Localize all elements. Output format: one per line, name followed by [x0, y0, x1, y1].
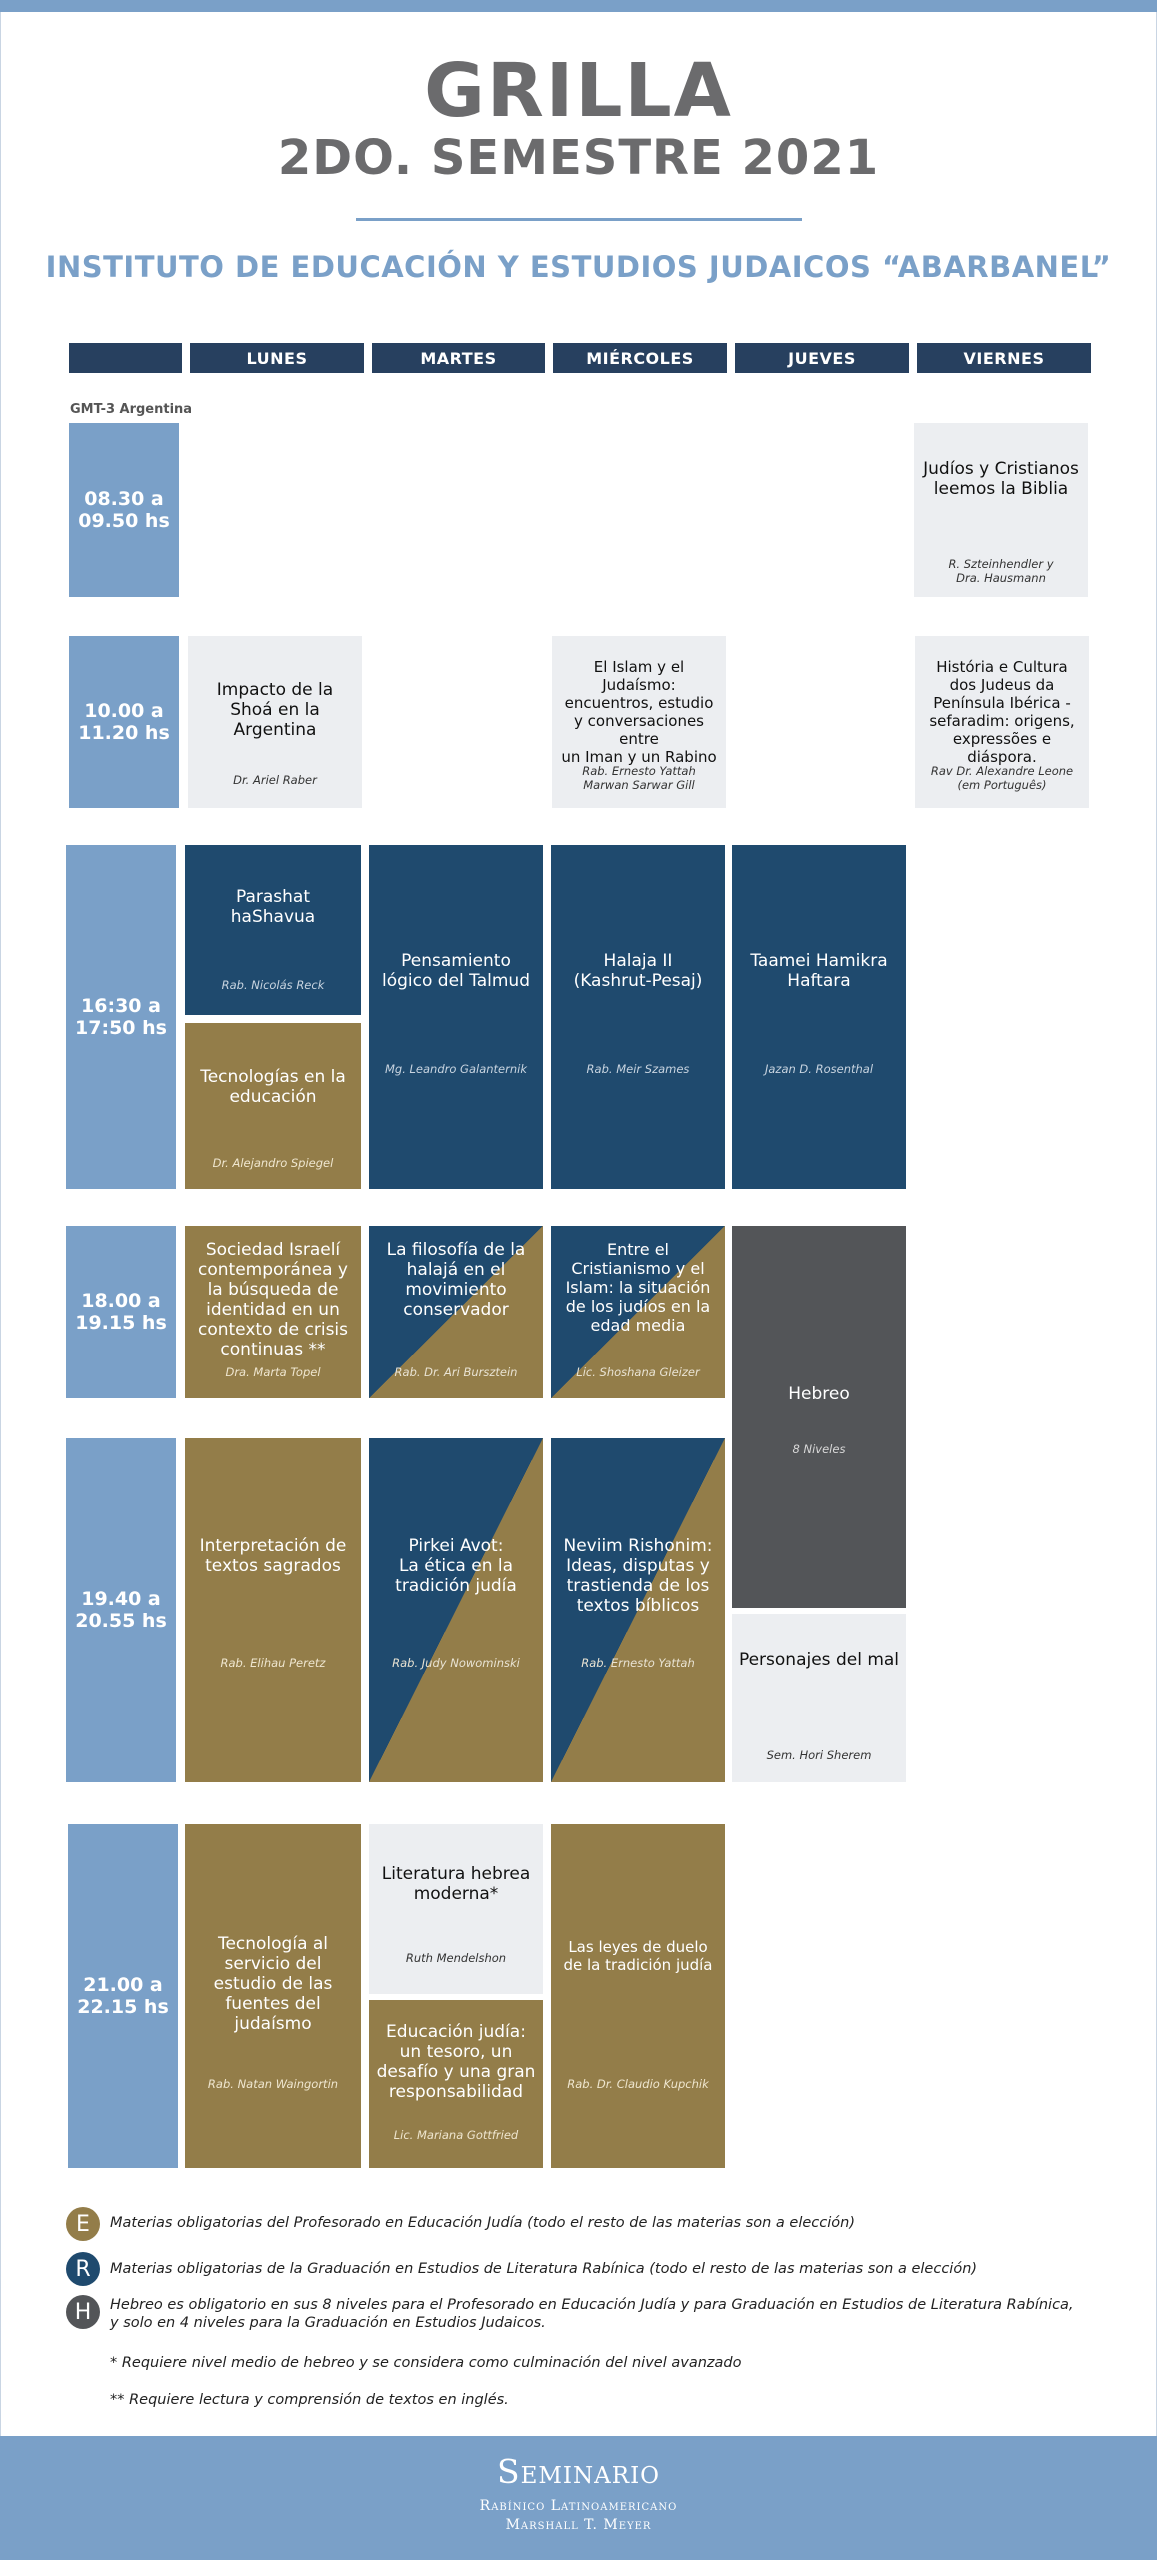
- course-cell: [552, 636, 726, 808]
- course-cell: [185, 1438, 361, 1782]
- course-title: Interpretación de textos sagrados: [199, 1536, 347, 1576]
- footnote: ** Requiere lectura y comprensión de textos en inglés.: [110, 2392, 509, 2408]
- course-title: Educación judía: un tesoro, un desafío y una gran responsabilidad: [376, 2022, 536, 2102]
- course-professor: Ruth Mendelshon: [405, 1951, 507, 1965]
- course-title: Hebreo: [788, 1384, 850, 1404]
- course-cell: [915, 636, 1089, 808]
- course-professor: R. Szteinhendler y Dra. Hausmann: [948, 557, 1054, 585]
- course-cell: [369, 845, 543, 1189]
- timezone-label: GMT-3 Argentina: [70, 402, 193, 417]
- time-slot: 10.00 a 11.20 hs: [69, 636, 179, 808]
- course-professor: Rab. Ernesto Yattah: [581, 1656, 695, 1670]
- time-slot: 21.00 a 22.15 hs: [68, 1824, 178, 2168]
- course-title: História e Cultura dos Judeus da Península Ibérica - sefaradim: origens, expressões e diáspora.: [929, 658, 1075, 766]
- footnote: * Requiere nivel medio de hebreo y se considera como culminación del nivel avanzado: [110, 2355, 742, 2371]
- legend-badge-r: R: [66, 2252, 100, 2286]
- legend-text: Hebreo es obligatorio en sus 8 niveles para el Profesorado en Educación Judía y para Graduación en Estudios de Literatura Rabínica, y solo en 4 niveles para la Graduación en Estudios Judaicos.: [110, 2297, 1074, 2331]
- course-title: Las leyes de duelo de la tradición judía: [563, 1938, 713, 1974]
- legend-badge-h: H: [66, 2295, 100, 2329]
- course-title: Pensamiento lógico del Talmud: [381, 951, 530, 991]
- course-title: Entre el Cristianismo y el Islam: la situación de los judíos en la edad media: [565, 1240, 711, 1335]
- course-professor: Rab. Dr. Claudio Kupchik: [567, 2077, 709, 2091]
- course-title: Impacto de la Shoá en la Argentina: [216, 680, 334, 740]
- course-title: El Islam y el Judaísmo: encuentros, estudio y conversaciones entre un Iman y un Rabino: [561, 658, 717, 766]
- time-slot: 16:30 a 17:50 hs: [66, 845, 176, 1189]
- course-cell: [551, 1226, 725, 1398]
- course-cell: [369, 1824, 543, 1994]
- course-professor: 8 Niveles: [792, 1442, 846, 1456]
- course-professor: Jazan D. Rosenthal: [764, 1062, 874, 1076]
- course-cell: [188, 636, 362, 808]
- day-header-martes: MARTES: [372, 343, 545, 373]
- course-cell: [551, 845, 725, 1189]
- course-cell: [914, 423, 1088, 597]
- course-title: Tecnología al servicio del estudio de las fuentes del judaísmo: [213, 1934, 333, 2034]
- course-professor: Dr. Ariel Raber: [233, 773, 317, 787]
- course-title: La filosofía de la halajá en el movimiento conservador: [386, 1240, 526, 1320]
- day-header-lunes: LUNES: [190, 343, 364, 373]
- course-professor: Mg. Leandro Galanternik: [384, 1062, 527, 1076]
- course-title: Pirkei Avot: La ética en la tradición judía: [395, 1536, 517, 1596]
- course-title: Literatura hebrea moderna*: [381, 1864, 531, 1904]
- title-divider: [356, 218, 802, 221]
- course-professor: Rab. Dr. Ari Bursztein: [394, 1365, 518, 1379]
- course-title: Tecnologías en la educación: [200, 1067, 346, 1107]
- course-cell: [732, 845, 906, 1189]
- day-header-miercoles: MIÉRCOLES: [553, 343, 727, 373]
- course-professor: Dr. Alejandro Spiegel: [212, 1156, 334, 1170]
- course-professor: Rab. Judy Nowominski: [392, 1656, 520, 1670]
- page-title: GRILLA: [424, 48, 733, 134]
- course-cell: [551, 1438, 725, 1782]
- course-title: Neviim Rishonim: Ideas, disputas y trastienda de los textos bíblicos: [563, 1536, 713, 1616]
- course-cell: [185, 1023, 361, 1189]
- course-cell: [732, 1614, 906, 1782]
- legend-text: Materias obligatorias del Profesorado en Educación Judía (todo el resto de las materias son a elección): [110, 2215, 855, 2231]
- course-professor: Rab. Natan Waingortin: [207, 2077, 339, 2091]
- day-header-viernes: VIERNES: [917, 343, 1091, 373]
- day-header-jueves: JUEVES: [735, 343, 909, 373]
- course-title: Parashat haShavua: [230, 887, 316, 927]
- course-professor: Rab. Nicolás Reck: [221, 978, 325, 992]
- time-slot: 08.30 a 09.50 hs: [69, 423, 179, 597]
- legend-text: Materias obligatorias de la Graduación en Estudios de Literatura Rabínica (todo el resto de las materias son a elección): [110, 2261, 978, 2277]
- course-professor: Lic. Shoshana Gleizer: [576, 1365, 700, 1379]
- course-cell: [551, 1824, 725, 2168]
- course-professor: Sem. Hori Sherem: [766, 1748, 872, 1762]
- course-cell: [185, 845, 361, 1015]
- course-title: Judíos y Cristianos leemos la Biblia: [923, 459, 1079, 499]
- course-cell: [185, 1226, 361, 1398]
- page-subtitle: 2DO. SEMESTRE 2021: [277, 130, 880, 186]
- course-title: Sociedad Israelí contemporánea y la búsqueda de identidad en un contexto de crisis continuas **: [197, 1240, 349, 1360]
- top-accent-strip: [0, 0, 1157, 12]
- course-cell: [185, 1824, 361, 2168]
- course-professor: Rab. Ernesto Yattah Marwan Sarwar Gill: [582, 764, 696, 792]
- course-cell: [369, 2000, 543, 2168]
- time-slot: 19.40 a 20.55 hs: [66, 1438, 176, 1782]
- course-cell: [369, 1438, 543, 1782]
- footer-logo-line3: Marshall T. Meyer: [505, 2517, 652, 2533]
- course-title: Taamei Hamikra Haftara: [750, 951, 888, 991]
- course-professor: Dra. Marta Topel: [225, 1365, 321, 1379]
- course-professor: Rab. Meir Szames: [586, 1062, 690, 1076]
- course-professor: Rab. Elihau Peretz: [220, 1656, 326, 1670]
- course-title: Halaja II (Kashrut-Pesaj): [573, 951, 703, 991]
- time-slot: 18.00 a 19.15 hs: [66, 1226, 176, 1398]
- institute-name: INSTITUTO DE EDUCACIÓN Y ESTUDIOS JUDAICOS “ABARBANEL”: [45, 250, 1112, 284]
- course-professor: Lic. Mariana Gottfried: [393, 2128, 519, 2142]
- course-title: Personajes del mal: [738, 1650, 900, 1670]
- legend-badge-e: E: [66, 2207, 100, 2241]
- day-header-blank: [69, 343, 182, 373]
- course-cell: [732, 1226, 906, 1608]
- course-cell: [369, 1226, 543, 1398]
- footer-logo-line1: Seminario: [496, 2452, 661, 2491]
- course-professor: Rav Dr. Alexandre Leone (em Português): [930, 764, 1074, 792]
- footer-logo-line2: Rabínico Latinoamericano: [479, 2498, 678, 2514]
